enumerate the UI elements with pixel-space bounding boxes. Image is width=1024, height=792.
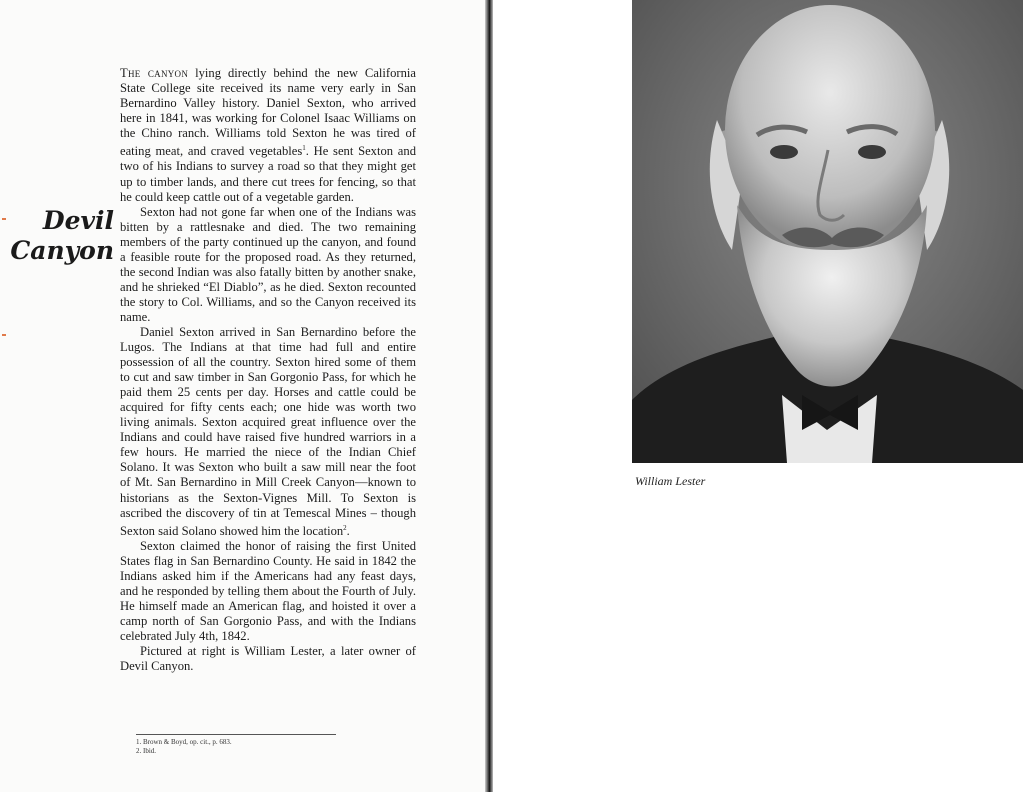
paragraph-4: Sexton claimed the honor of raising the first United States flag in San Bernardino County. He said in 1842 the Indians asked him if the Americans had any feast days, and he responded by telling them about the Fourth of July. He himself made an American flag, and hoisted it over a camp north of San Gorgonio Pass, and with the Indians celebrated July 4th, 1842. bbox=[120, 538, 416, 644]
chapter-title-line1: Devil bbox=[42, 206, 114, 235]
footnote-ref-1: 1 bbox=[302, 144, 306, 153]
photo-caption: William Lester bbox=[635, 474, 706, 488]
margin-mark bbox=[2, 334, 6, 336]
body-text bbox=[120, 66, 416, 674]
paragraph-3-text: Daniel Sexton arrived in San Bernardino before the Lugos. The Indians at that time had full and entire possession of all the country. Sexton hired some of them to cut and saw timber in San Gorgonio Pass, for which he paid them 25 cents per day. Horses and cattle could be acquired for fifty cents each; one hide was worth two living animals. Sexton acquired great influence over the Indians and could have raised five hundred warriors in a few hours. He married the niece of the Indian Chief Solano. It was Sexton who built a saw mill near the foot of Mt. San Bernardino in Mill Creek Canyon—known to historians as the Sexton-Vignes Mill. To Sexton is ascribed the discovery of tin at Temescal Mines – though Sexton said Solano showed him the location bbox=[120, 324, 416, 538]
paragraph-3 bbox=[120, 325, 416, 539]
left-page bbox=[0, 0, 485, 792]
paragraph-2: Sexton had not gone far when one of the Indians was bitten by a rattlesnake and died. The two remaining members of the party continued up the canyon, and found a feasible route for the proposed road. As they returned, the second Indian was also fatally bitten by another snake, and he shrieked “El Diablo”, as he died. Sexton recounted the story to Col. Williams, and so the Canyon received its name. bbox=[120, 204, 416, 324]
portrait-photo bbox=[632, 0, 1023, 463]
paragraph-5: Pictured at right is William Lester, a later owner of Devil Canyon. bbox=[120, 644, 416, 674]
paragraph-3-end: . bbox=[346, 523, 350, 538]
footnote-ref-2: 2 bbox=[343, 523, 347, 532]
chapter-title-line2: Canyon bbox=[10, 236, 114, 265]
footnotes bbox=[136, 734, 336, 755]
lead-in: The canyon bbox=[120, 66, 189, 80]
margin-mark bbox=[2, 218, 6, 220]
chapter-title bbox=[8, 206, 114, 266]
footnote-2: 2. Ibid. bbox=[136, 746, 157, 755]
portrait-illustration bbox=[632, 0, 1023, 463]
footnote-1: 1. Brown & Boyd, op. cit., p. 683. bbox=[136, 738, 232, 746]
paragraph-1 bbox=[120, 66, 416, 205]
paragraph-1-end: . He sent Sexton and two of his Indians to survey a road so that they might get up to timber lands, and there cut trees for fencing, so that he could keep cattle out of a vegetable garden. bbox=[120, 144, 416, 204]
paragraph-1-text: lying directly behind the new California State College site received its name very early in San Bernardino Valley history. Daniel Sexton, who arrived here in 1841, was working for Colonel Isaac Williams on the Chino ranch. Williams told Sexton he was tired of eating meat, and craved vegetables bbox=[120, 66, 416, 159]
book-gutter bbox=[485, 0, 493, 792]
